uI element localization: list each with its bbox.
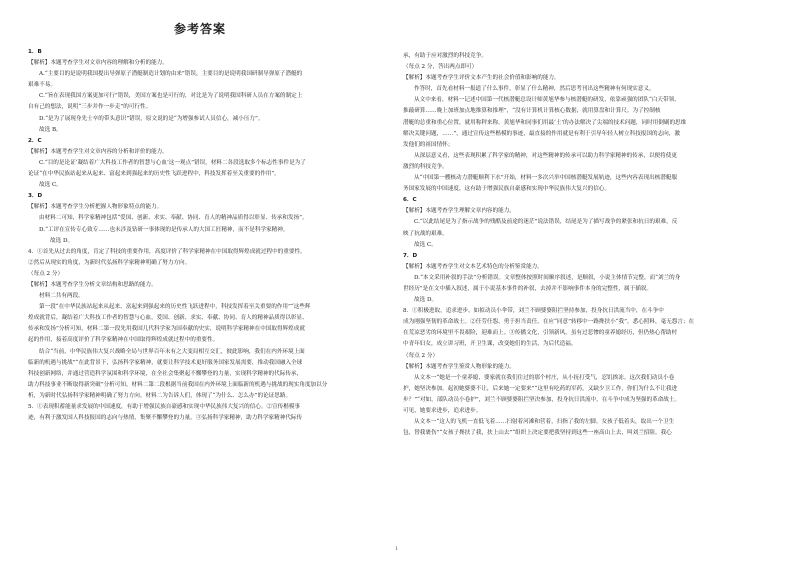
text-line: 从文本一“这人的飞机一直低飞着……扫射着河滩和营着，扫指了我的左脚。女孩子低着头，取出一个卫生 bbox=[414, 419, 675, 426]
text-line: （每点 2 分） bbox=[403, 352, 439, 359]
text-line: 故选 D。 bbox=[50, 237, 74, 244]
text-line: 从“中国第一艘核动力潜艇顺利下水”开始，材料一多次兴举中国核潜艇发展轨迹，这些内容表现出核潜艇服 bbox=[414, 175, 678, 182]
right-column bbox=[403, 51, 751, 439]
text-line: D.“工评在宣传专心致专……也未涉及钻研一事体现的是传承人的大国工匠精神，而不是科学家精神。 bbox=[39, 226, 289, 233]
text-line: 【解析】本题考查学生理解文章内容的能力。 bbox=[403, 208, 515, 215]
text-line: 解决关键问题，……”，通过宣传这些楷模的事迹，最直接的作用就是有利于引导年轻人树立科技报国的志向，激 bbox=[403, 130, 680, 137]
text-line: 7．D bbox=[403, 252, 418, 259]
text-line: 论证“在中华民族站起来从起来、富起来到强起来的历史性飞跃进程中，科技发挥着至关重要的作用”。 bbox=[28, 171, 280, 178]
text-line: 包，替我裹伤”“女孩子搀扶了我，扶上山去”“组织上决定要把我坚持到这些一座高山上去，叫刘兰招阻。我心 bbox=[403, 430, 672, 437]
text-line: C.“以此结尾是为了指示战争的残酷及前途的迷茫”说法错误，结尾是为了描写战争的紧张和抗日的艰难，反 bbox=[414, 219, 678, 226]
text-line: 科技创新网络，并通过营造科学氛围和科学环境，在全社会集聚起不懈攀登的力量，实现科学精神的代际传承， bbox=[28, 370, 303, 377]
text-line: 务国家发展的中国速度，这有助于增强民族自豪感和实现中华民族伟大复兴的信心。 bbox=[403, 186, 610, 193]
text-line: 【解析】本题考查学生分析把握人物形象特点的能力。 bbox=[28, 204, 163, 211]
text-line: A.“主要目的是说明我国提出导弹原子潜艇制造计划的由来”错误，主要目的是说明我国研制导弹原子潜艇的 bbox=[39, 71, 303, 78]
text-line: （每点 2 分，答出两点即可） bbox=[403, 64, 478, 71]
text-line: D.“是为了展现身先士卒的带头意识”错误，原文说的是“为增强参试人员信心，减小压力”。 bbox=[39, 115, 264, 122]
text-line: 起的作用，接着高度评价了科学家精神在中国取得辉煌成就过程中的重要性。 bbox=[28, 337, 219, 344]
text-line: 承，有助于应对激烈的科技竞争。 bbox=[403, 53, 487, 59]
text-line: 8．①积极进取，追求进步。如拟动员小伞带，刘兰不顾婆婆阻拦坚持参加，投身抗日洪流当中，在斗争中 bbox=[403, 308, 664, 315]
text-line: 在荒凉恶劣的环境里不畏艰险，迎难而上。③传播文化，引领新风。虽有过悲惨的童养媳经历，但仍热心帮助村 bbox=[403, 330, 678, 337]
text-line: 【解析】本题考查学生鉴赏人物形象的能力。 bbox=[403, 363, 515, 370]
text-line: 发他们的祖国情怀； bbox=[403, 141, 454, 148]
text-line: 故选 C。 bbox=[414, 241, 437, 248]
text-line: 艰难不易。 bbox=[28, 82, 56, 89]
text-line: 煌成就背后，凝结着广大科技工作者的智慧与心血，爱国、创新、求实、奉献、协同、育人的精神品质得以彰显、 bbox=[28, 315, 308, 322]
text-line: 析，为新时代弘扬科学家精神明确了努力方向。材料二为告诉人们，体现了“为什么、怎么办”的论证思路。 bbox=[28, 392, 292, 399]
text-line: 【解析】本题考查学生对文章内容的分析和评价的能力。 bbox=[28, 148, 168, 155]
text-line: ②然后从现实的角度，为新时代弘扬科学家精神明确了努力方向。 bbox=[28, 259, 191, 266]
text-line: 【解析】本题考查学生评价文本产生的社会价值和影响的能力。 bbox=[403, 75, 560, 82]
text-line: 助力科技事业不断取得新突破”分析可知，材料二第二段根据当前我国在内外环境上面临新的机遇与挑战的现实角度加以分 bbox=[28, 381, 328, 388]
text-line: 第一段“在中华民族站起来从起来、富起来到强起来的历史性飞跃进程中，科技发挥着至关重要的作用”“这些辉 bbox=[39, 304, 311, 311]
text-line: （每点 2 分） bbox=[28, 270, 64, 277]
text-line: 5．①表现积蓄能量求发展的中国速度，有助于增强民族自豪感和实现中华民族伟大复兴的信心。②宣传楷模事 bbox=[28, 404, 301, 410]
text-line: 从文中来看，材料一记述中国第一代核潜艇总设计师黄旭华参与核潜艇的研发，依靠顽强的团队“白天带领、 bbox=[414, 97, 680, 104]
text-line: 作答时，首先看材料一报道了什么事件，彰显了什么精神，然后思考刊出这些精神有何现实意义。 bbox=[414, 86, 655, 93]
text-line: 激烈的科技竞争。 bbox=[403, 163, 448, 170]
text-line: D.“本文采用补叙的手法”分析错误。文章整体按照时间顺序叙述，是顺叙，小说主体情节完整，而“刘兰的身 bbox=[414, 274, 681, 281]
text-line: 材料二共有两段。 bbox=[39, 293, 84, 300]
text-line: C.“目的是论证‘凝结着广大科技工作者的智慧与心血’这一观点”错误，材料二各段选取多个标志性事件是为了 bbox=[39, 159, 306, 166]
text-line: 映了抗战的艰难。 bbox=[403, 230, 448, 237]
text-line: 从深层意义看，这些表现积累了科学家的精神，对这些精神的传承可以助力科学家精神的传承，以便将使更 bbox=[414, 152, 677, 159]
text-line: 世经历”是在文中插入叙述，属于小说基本事件的补叙，去掉并不影响事件本身的完整性，属于插叙。 bbox=[403, 285, 652, 292]
text-line: 可见，她要求进步，追求进步。 bbox=[403, 408, 482, 414]
text-line: 1．B bbox=[28, 49, 42, 55]
text-line: 迹，有利于激发国人科技报国的志向与热情，集聚不懈攀登的力量。③弘扬科学家精神，助力科学家精神代际传 bbox=[28, 415, 303, 422]
text-line: 故选 B。 bbox=[39, 126, 62, 133]
text-line: 步？”“对如，部队动员小卷护”，刘兰不顾婆婆阻拦坚决参加，投身抗日洪流中，在斗争中成为坚强的革命战士。 bbox=[403, 396, 681, 403]
text-line: 6．C bbox=[403, 197, 417, 204]
text-line: 3．D bbox=[28, 193, 43, 200]
text-line: 中青年妇女，成立讲习班，开卫生课，改变她们的生活，为后代造福。 bbox=[403, 341, 577, 348]
text-line: 结合“当前，中华民族伟大复兴战略全局与世界百年未有之大变局相互交汇，彼此影响，我们在内外环境上面 bbox=[39, 348, 305, 355]
text-line: 故选 C。 bbox=[39, 182, 62, 189]
text-line: 成为刚强坚韧的革命战士。②任劳任怨，勇于担当责任。在应“同意”转移中一路搀扶小“我”，悉心照料，毫无怨言；在 bbox=[403, 319, 695, 326]
text-line: 故选 D。 bbox=[414, 297, 438, 304]
text-line: 4．①首先从过去的角度，肯定了科技的重要作用，高度评价了科学家精神在中国取得辉煌成就过程中的重要性。 bbox=[28, 248, 306, 255]
text-line: 【解析】本题考查学生对文章内容的理解和分析的能力。 bbox=[28, 60, 168, 67]
page-number: 1 bbox=[395, 546, 399, 552]
text-line: C.“旨在表现我国方案更加可行”错误，美国方案也是可行的，对比是为了说明我国科研人员在方案的制定上 bbox=[39, 93, 303, 100]
text-line: 传承和发扬”分析可知，材料二第一段先用我国几代科学家为国奉献的史实，说明科学家精神在中国取得辉煌成就 bbox=[28, 326, 305, 333]
page-title: 参考答案 bbox=[173, 22, 226, 36]
text-line: 2．C bbox=[28, 137, 42, 144]
text-line: 潜艇的总重和重心位置，就用称秤来称。黄旭华和同事们用最‘土’的办法解决了尖端的技术问题，同时用倒刷的思维 bbox=[403, 119, 687, 126]
text-line: 临新的机遇与挑战”“在此背景下，弘扬科学家精神，就要让科学技术更好服务国家发展需要，推动我国融入全球 bbox=[28, 359, 303, 366]
text-line: 【解析】本题考查学生分析文章结构和思路的能力。 bbox=[28, 281, 157, 288]
text-line: 推敲研算……晚上加班加点地推算和推理”，“没有计算机计算核心数据，就用算盘和计算尺。为了控制核 bbox=[403, 108, 661, 115]
text-line: 护，她坚决参加。起初她婆婆不让，后来她一定要来”“这里有吃药的军药，又缺少卫工作，你们为什么不让我进 bbox=[403, 385, 678, 392]
text-line: 从文本一“她是一个童养媳，婆家就在我们住过的那个村庄，从小抚打受气，忍饥挨冻。这次我们动员小卷 bbox=[414, 374, 675, 381]
text-line: 自有己的想法，说明“三步并作一步走”的可行性。 bbox=[28, 104, 152, 111]
text-line: 由材料二可知，科学家精神包括“爱国、创新、求实、奉献、协同、育人的精神品质得以彰显、传承和发扬”。 bbox=[39, 215, 308, 222]
left-column bbox=[28, 47, 376, 424]
text-line: 【解析】本题考查学生对文本艺术特色的分析鉴赏能力。 bbox=[403, 263, 543, 270]
